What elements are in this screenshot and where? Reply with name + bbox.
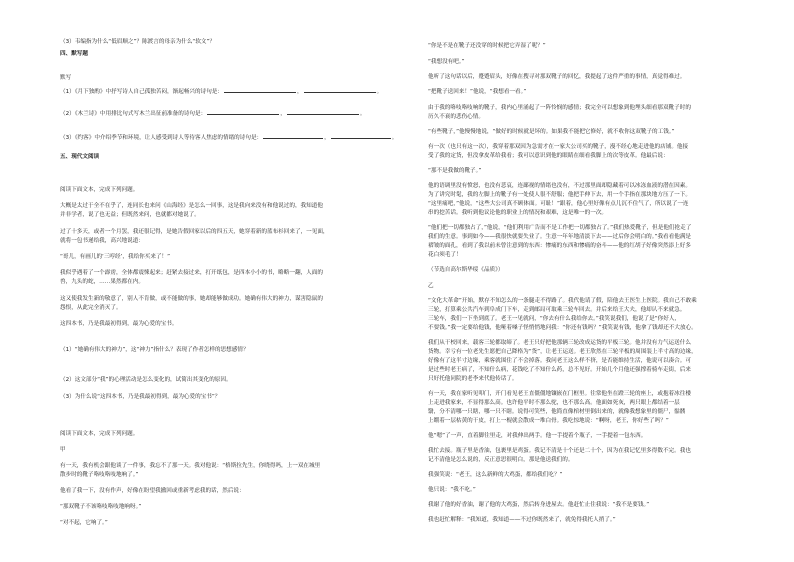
fill-blank-3: （3）《约客》中介绍季节和环境，让人感受到诗人等待客人焦虑的情绪的诗句是： ， 。 [60, 135, 398, 141]
reading-intro: 阅读下面文本，完成下列问题。 [60, 431, 139, 437]
passage-source: （节选自高尔斯华绥《品质》） [428, 267, 504, 273]
question-line: （3）为什么说“这四本书，乃是我最初得到，最为心爱的宝书”？ [60, 394, 221, 400]
passage-line: 过了十多天，或者一个月罢，我还很记得，是她告假回家以后的四五天，她穿着新的蓝布衫回来了，一见面， [60, 229, 329, 235]
question-line: （3）韦编指为什么“低眉顺之”？陈渡言的母亲为什么“软文”？ [60, 39, 215, 45]
passage-line: 货物。幸亏有一位老先生愿把自己降格为“货”，让老王运送。老王欣然在三轮平板的周围装上半寸高的边缘， [428, 349, 697, 355]
passage-line: 上绷着一层枯黄的干皮，打上一棍就会散成一堆白骨。我吃惊地说：“啊呀，老王，你好些了吗？” [428, 418, 669, 424]
passage-line: 并非学者，说了也无益；但既然来问，也就都对她说了。 [60, 212, 200, 218]
fill-blank-prompt: （3）《约客》中介绍季节和环境，让人感受到诗人等待客人焦虑的情绪的诗句是： [60, 135, 263, 141]
answer-blank[interactable] [263, 133, 323, 139]
answer-blank[interactable] [287, 109, 359, 115]
passage-line: 历久不衰的悲伤心情。 [428, 114, 484, 120]
passage-line: “这里痛吧，”他说，“这些大公司真不顾体面。可耻！”跟着，他心里好像有点儿沉不住气了，所以说了一连 [428, 201, 689, 207]
answer-blank[interactable] [304, 87, 376, 93]
passage-line: “那不是我做的靴子。” [428, 168, 482, 174]
passage-line: 他“嗯”了一声，直着脚往里走，对我伸出两手。他一手提着个瓶子，一手提着一包东西。 [428, 433, 647, 439]
passage-line: 散步时的靴子咯吱咯吱地响了。” [60, 472, 139, 478]
passage-line: 上走进我家来，不显得那么高。也许他平时不那么驼，也不那么高。他面如死灰，两只眼上都结着一层 [428, 400, 680, 406]
passage-line: 有一天，我在家听见叩门，开门看见老王直僵僵地镶嵌在门框里。往常他坐在蹬三轮的座上，或抱着冰往楼 [428, 391, 691, 397]
passage-line: 好像有了这半寸边缘，乘客就围住了不会掉落。我问老王这么样不挤，是否能维持生活，他说可以凑合。可 [428, 358, 691, 364]
passage-line: 兽，九头的蛇，……果然都在内。 [60, 279, 144, 285]
passage-line: 他的语调里没有愤怒，也没有悲哀，连鄙视的情绪也没有，不过那里面却隐藏着可以冰冻血液的潜在因素。 [428, 183, 691, 189]
passage-line: 我谢了他的好香油，谢了他的大鸡蛋，然后转身进屋去。他赶忙止住我说：“我不是要钱。” [428, 502, 650, 508]
passage-line: 花白须毛了！ [428, 252, 462, 258]
passage-line: 受了我的定货，但没拿皮革给我看；我可以意识到他的眼睛在细看我脚上的次等皮革。他最后说： [428, 153, 669, 159]
passage-line: 他看了我一下，没有作声，好像在盼望我撤回或重新考虑我的话，然后说： [60, 488, 245, 494]
passage-line: 他听了这句话以后，蹙蹙眉头，好像在搜寻对那双靴子的回忆，我提起了这件严重的事情，真觉得难过。 [428, 74, 686, 80]
passage-line: “哥儿，有画儿的‘三哼经’，我给你买来了！” [60, 254, 171, 260]
passage-line: “把靴子送回来！”他说，“我想看一看。” [428, 89, 527, 95]
passage-line: 就将一包书递给我，高兴地说道： [60, 238, 144, 244]
passage-line: 我也赶忙解释：“我知道，我知道——不过你既然来了，就免得我托人捎了。” [428, 517, 616, 523]
passage-line: 串的挖苦话。我听到他议论他的职业上的情况和艰难，这是唯一的一次。 [428, 210, 608, 216]
question-line: （2）这文部分“我”的心理活动是怎么变化的，试简出其变化的原因。 [60, 377, 232, 383]
passage-line: 三轮，打算乘公共汽车到阜成门下车，走到邮局可取乘三轮车回去。并后来给王大夫，他却认不来就急。 [428, 307, 686, 313]
passage-line: “我想没有吧。” [428, 59, 465, 65]
section-subheading: 默写 [60, 75, 72, 81]
answer-area[interactable] [60, 355, 380, 375]
fill-blank-2: （2）《木兰诗》中用排比句式写木兰出征前准备的诗句是： ， 。 [60, 111, 366, 117]
passage-line: “他们把一切都独占了，”他说，“他们利用广告而不是工作把一切都独占了。”我们热爱靴子，但是他们抢走了 [428, 225, 692, 231]
passage-label: 乙 [428, 283, 434, 289]
question-line: （1）“她确有伟大的神力”，这“神力”指什么？表现了作者怎样的思想感情？ [60, 347, 249, 353]
punct: 。 [376, 89, 383, 95]
right-column [428, 0, 784, 562]
fill-blank-prompt: （2）《木兰诗》中用排比句式写木兰出征前准备的诗句是： [60, 111, 207, 117]
passage-line: 为了讲究时髦，我的左脚上的靴子有一处使人很不舒服；他把手伸下去，用一个手指在那块地方压了一下。 [428, 192, 691, 198]
passage-line: 由于我的咯吱咯吱响的靴子，我内心里涌起了一阵怜悯的感情；我完全可以想象到他埋头细看那双靴子时的 [428, 105, 691, 111]
passage-line: 三轮车，我们一下坐到底了。老王一见就问，“你去有什么我给你去。”我笑说我们，他说了是“你好人， [428, 316, 681, 322]
answer-blank[interactable] [331, 133, 391, 139]
answer-area[interactable] [60, 402, 380, 422]
passage-line: 有一天，我有机会跟他谈了一件事，我忘不了那一天。我对他说：“格斯拉先生，你晓得吗，上一双在城里 [60, 463, 321, 469]
passage-line: “对不起，它响了。” [60, 520, 108, 526]
passage-line: 我强笑说：“老王，这么新鲜的大鸡蛋，都给我们吃？” [428, 472, 563, 478]
section-heading: 五、现代文阅读 [60, 154, 100, 160]
passage-line: 这又使我发生新的敬意了，别人不肯做，或不能做的事，她却能够做成功。她确有伟大的神力，谋害隐鼠的 [60, 296, 323, 302]
passage-line: 怨恨，从此完全消灭了。 [60, 305, 122, 311]
passage-line: 翳，分不清哪一只瞎，哪一只不瞎。说得可笑些，他简直像棺材里倒出来的，就像我想象里的僵尸，骷髅 [428, 409, 686, 415]
passage-line: 是过些时老王病了，不知什么病，花钱吃了不知什么药，总不见好。开始几个月他还强撑着骑车走街，后来 [428, 367, 691, 373]
passage-line: 他只说：“我不吃。” [428, 487, 476, 493]
passage-line: “那双靴子不该咯吱咯吱地响呀。” [60, 504, 142, 510]
fill-blank-prompt: （1）《月下独酌》中抒写诗人自己孤独苦闷，渐起畅兴的诗句是： [60, 89, 223, 95]
section-heading: 四、默写题 [60, 51, 88, 57]
passage-line: 只好托他同院的老李来代他传话了。 [428, 376, 518, 382]
left-column [60, 0, 415, 562]
passage-line: “有些靴子，”他慢慢地说，“做好的时候就是坏的。如果我不能把它修好，就不收你这双靴子的工钱。” [428, 129, 675, 135]
passage-label: 甲 [60, 447, 66, 453]
passage-line: 记不清他是怎么说的，反正意思很明白，那是他送我们的。 [428, 457, 574, 463]
fill-blank-1: （1）《月下独酌》中抒写诗人自己孤独苦闷，渐起畅兴的诗句是： ， 。 [60, 89, 383, 95]
passage-line: 我忙去接。瓶子里是香油，包裹里是鸡蛋。我记不清是十个还是二十个，因为在我记忆里多得数不完。我也 [428, 448, 691, 454]
reading-intro: 阅读下面文本，完成下列问题。 [60, 187, 139, 193]
passage-line: 我似乎遇着了一个霹雳，全体都震悚起来；赶紧去接过来，打开纸包，是四本小小的书，略略一翻，人面的 [60, 270, 323, 276]
passage-line: 这四本书，乃是我最初得到，最为心爱的宝书。 [60, 321, 178, 327]
passage-line: 褶皱的面孔，看到了我以前未曾注意到的东西：惨痛的东西和惨痛的奋斗——他的红胡子好像突然添上好多 [428, 243, 691, 249]
punct: 。 [359, 111, 366, 117]
answer-blank[interactable] [207, 109, 279, 115]
punct: 。 [391, 135, 398, 141]
passage-line: “文化大革命”开始，默存不知怎么的一条腿走不得路了。我代他请了假，陪他去王医生上医院。我自己不敢乘 [428, 298, 697, 304]
answer-blank[interactable] [224, 87, 296, 93]
passage-line: 大概是太过于全不在乎了，连同长也来问《山海经》是怎么一回事，这是我向来没有和他说过的，我知道他 [60, 203, 323, 209]
passage-line: “你是不是在靴子还没穿的时候把它弄湿了呢？” [428, 43, 546, 49]
passage-line: 我们的生意。事到如今——我很快就要失业了。生意一年年地清淡下去——过后你会明白的。”我看看他满是 [428, 234, 692, 240]
passage-line: 有一次（也只有这一次），我穿着那双因为急需才在一家大公司买的靴子，漫不经心地走进他的店铺。他接 [428, 144, 689, 150]
passage-line: 我们从干校回来，载客三轮都取缔了。老王只好把他那辆三轮改成运货的平板三轮。他并没有力气运送什么 [428, 340, 691, 346]
passage-line: 不要钱。”我一定要给他钱，他哑着嗓子怪悄悄地问我：“你还有钱吗？”我笑说有钱，他拿了钱却还不大放心。 [428, 325, 697, 331]
